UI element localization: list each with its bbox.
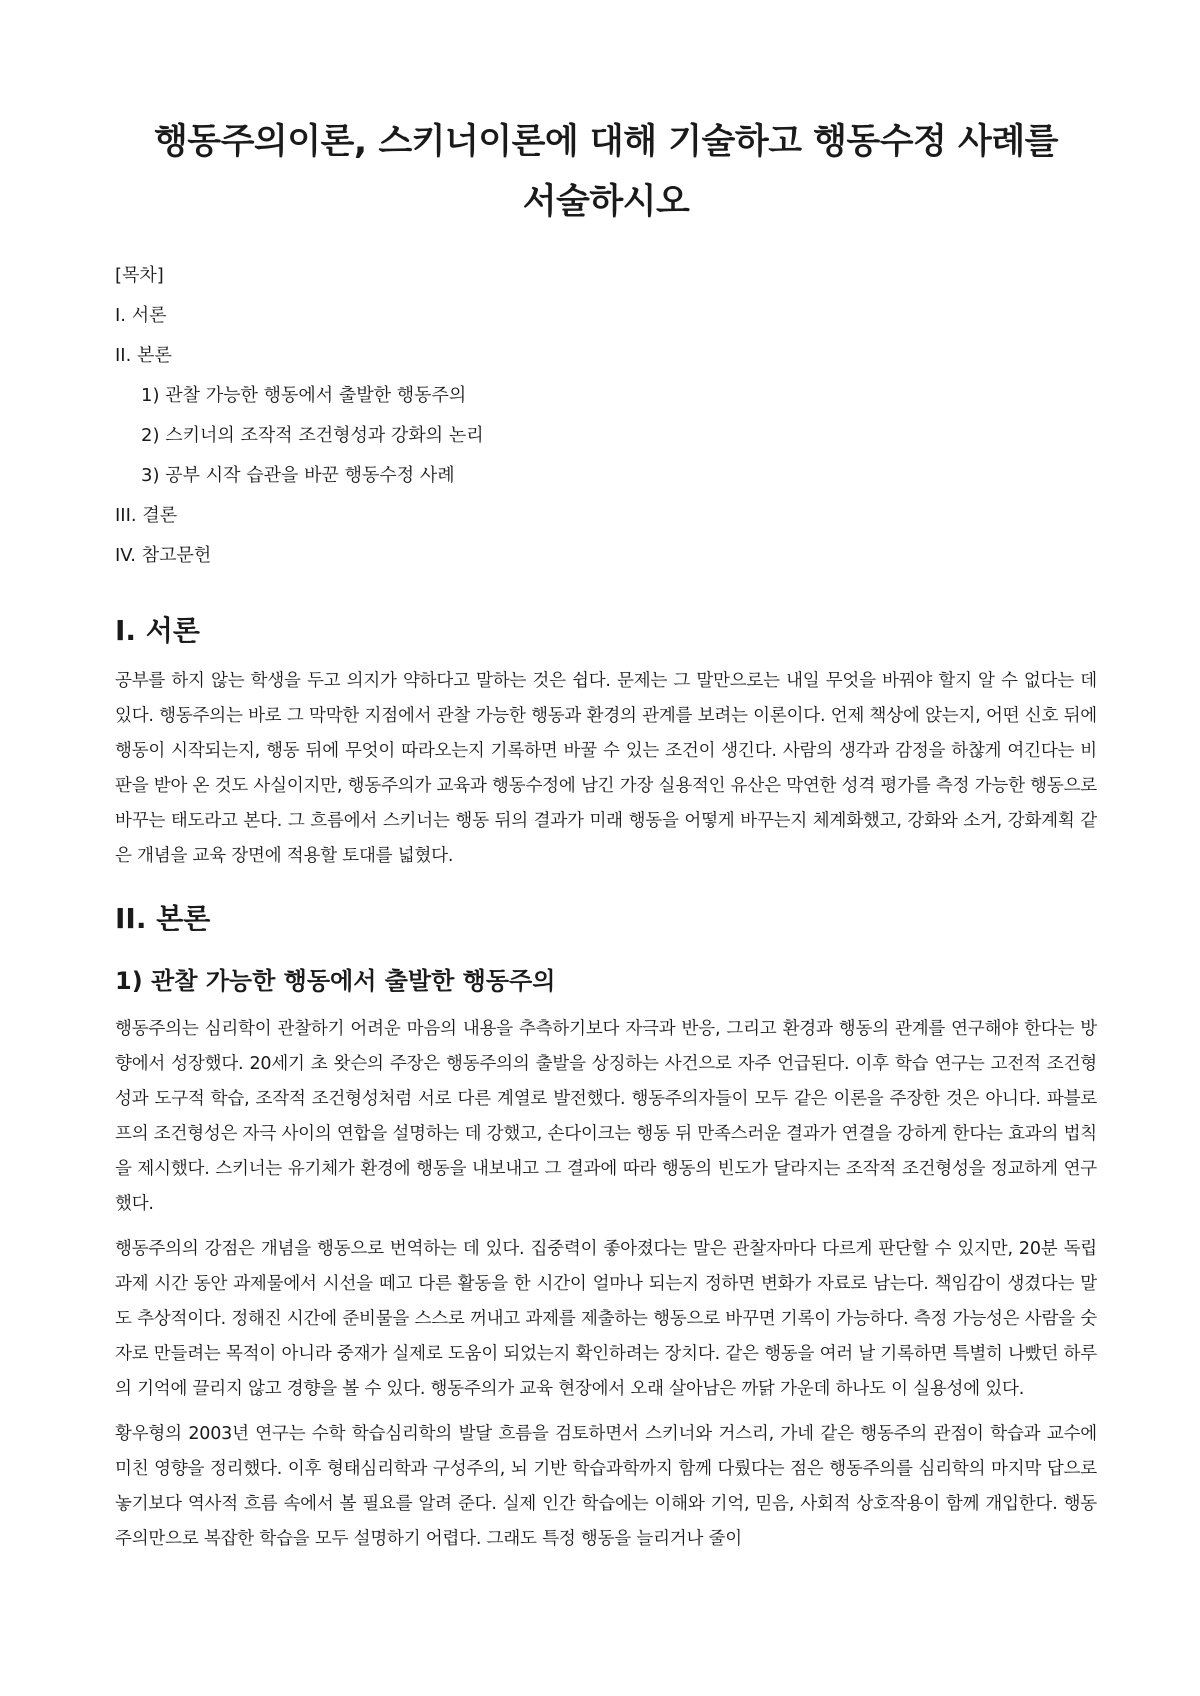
table-of-contents — [115, 256, 1097, 576]
toc-item-references: IV. 참고문헌 — [115, 545, 212, 566]
toc-item-introduction: I. 서론 — [115, 305, 167, 326]
toc-item-body-section-2: 2) 스키너의 조작적 조건형성과 강화의 논리 — [141, 425, 484, 446]
toc-item-body-section-1: 1) 관찰 가능한 행동에서 출발한 행동주의 — [141, 385, 467, 406]
body-section-1-paragraph-2: 행동주의의 강점은 개념을 행동으로 번역하는 데 있다. 집중력이 좋아졌다는 말은 관찰자마다 다르게 판단할 수 있지만, 20분 독립과제 시간 동안 과제물에서 시선을 떼고 다른 활동을 한 시간이 얼마나 되는지 정하면 변화가 자료로 남는다. 책임감이 생겼다는 말도 추상적이다. 정해진 시간에 준비물을 스스로 꺼내고 과제를 제출하는 행동으로 바꾸면 기록이 가능하다. 측정 가능성은 사람을 숫자로 만들려는 목적이 아니라 중재가 실제로 도움이 되었는지 확인하려는 장치다. 같은 행동을 여러 날 기록하면 특별히 나빴던 하루의 기억에 끌리지 않고 경향을 볼 수 있다. 행동주의가 교육 현장에서 오래 살아남은 까닭 가운데 하나도 이 실용성에 있다. — [115, 1239, 1097, 1399]
introduction-paragraph: 공부를 하지 않는 학생을 두고 의지가 약하다고 말하는 것은 쉽다. 문제는 그 말만으로는 내일 무엇을 바꿔야 할지 알 수 없다는 데 있다. 행동주의는 바로 그 막막한 지점에서 관찰 가능한 행동과 환경의 관계를 보려는 이론이다. 언제 책상에 앉는지, 어떤 신호 뒤에 행동이 시작되는지, 행동 뒤에 무엇이 따라오는지 기록하면 바꿀 수 있는 조건이 생긴다. 사람의 생각과 감정을 하찮게 여긴다는 비판을 받아 온 것도 사실이지만, 행동주의가 교육과 행동수정에 남긴 가장 실용적인 유산은 막연한 성격 평가를 측정 가능한 행동으로 바꾸는 태도라고 본다. 그 흐름에서 스키너는 행동 뒤의 결과가 미래 행동을 어떻게 바꾸는지 체계화했고, 강화와 소거, 강화계획 같은 개념을 교육 장면에 적용할 토대를 넓혔다. — [115, 671, 1097, 866]
document-title-line-1: 행동주의이론, 스키너이론에 대해 기술하고 행동수정 사례를 — [154, 122, 1058, 162]
toc-heading: [목차] — [115, 265, 164, 286]
toc-item-body: II. 본론 — [115, 345, 172, 366]
introduction-heading: I. 서론 — [115, 614, 200, 647]
toc-item-conclusion: III. 결론 — [115, 505, 178, 526]
body-section-1-paragraph-3: 황우형의 2003년 연구는 수학 학습심리학의 발달 흐름을 검토하면서 스키너와 거스리, 가네 같은 행동주의 관점이 학습과 교수에 미친 영향을 정리했다. 이후 형태심리학과 구성주의, 뇌 기반 학습과학까지 함께 다뤘다는 점은 행동주의를 심리학의 마지막 답으로 놓기보다 역사적 흐름 속에서 볼 필요를 알려 준다. 실제 인간 학습에는 이해와 기억, 믿음, 사회적 상호작용이 함께 개입한다. 행동주의만으로 복잡한 학습을 모두 설명하기 어렵다. 그래도 특정 행동을 늘리거나 줄이 — [115, 1424, 1097, 1549]
body-section-1-paragraph-1: 행동주의는 심리학이 관찰하기 어려운 마음의 내용을 추측하기보다 자극과 반응, 그리고 환경과 행동의 관계를 연구해야 한다는 방향에서 성장했다. 20세기 초 왓슨의 주장은 행동주의의 출발을 상징하는 사건으로 자주 언급된다. 이후 학습 연구는 고전적 조건형성과 도구적 학습, 조작적 조건형성처럼 서로 다른 계열로 발전했다. 행동주의자들이 모두 같은 이론을 주장한 것은 아니다. 파블로프의 조건형성은 자극 사이의 연합을 설명하는 데 강했고, 손다이크는 행동 뒤 만족스러운 결과가 연결을 강하게 한다는 효과의 법칙을 제시했다. 스키너는 유기체가 환경에 행동을 내보내고 그 결과에 따라 행동의 빈도가 달라지는 조작적 조건형성을 정교하게 연구했다. — [115, 1019, 1097, 1214]
document-title — [115, 112, 1097, 232]
body-heading: II. 본론 — [115, 902, 211, 935]
document-title-line-2: 서술하시오 — [522, 182, 690, 222]
body-section-1-heading: 1) 관찰 가능한 행동에서 출발한 행동주의 — [115, 967, 556, 995]
toc-item-body-section-3: 3) 공부 시작 습관을 바꾼 행동수정 사례 — [141, 465, 455, 486]
